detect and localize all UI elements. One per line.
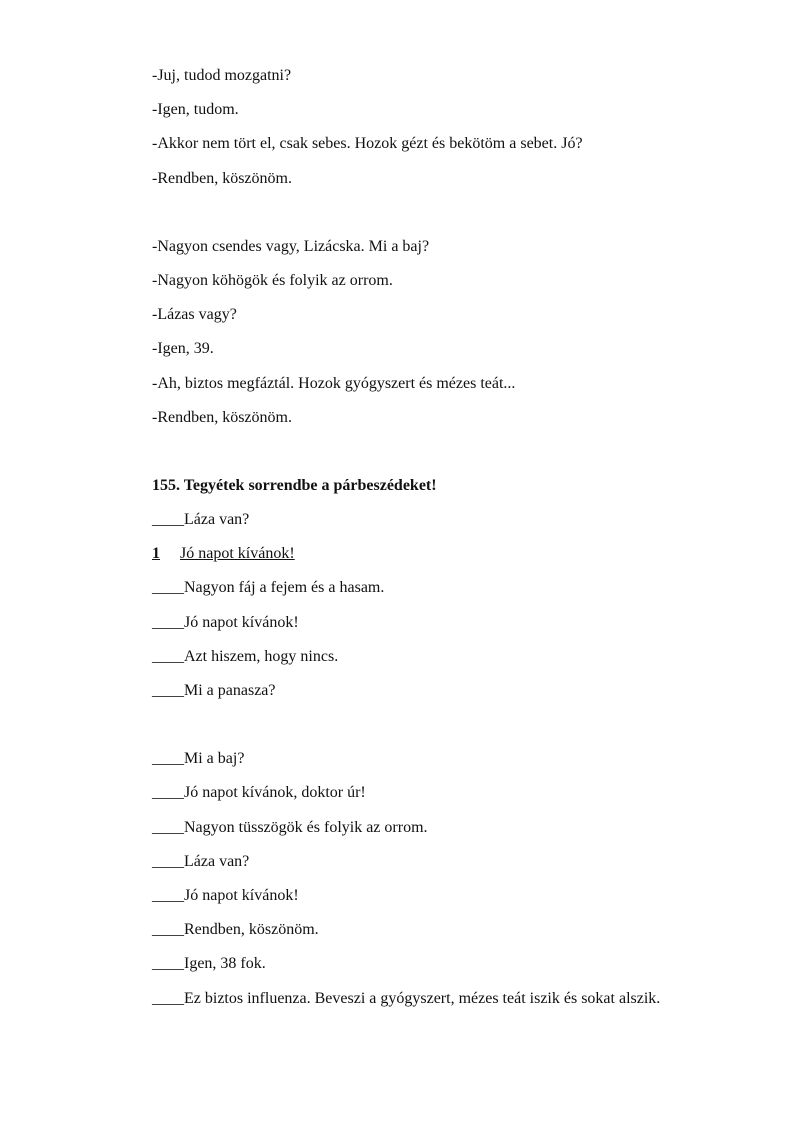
exercise-title: 155. Tegyétek sorrendbe a párbeszédeket! — [152, 476, 437, 494]
dialog-line: -Igen, 39. — [152, 340, 214, 358]
spacer — [152, 440, 772, 474]
exercise-item-text: Jó napot kívánok, doktor úr! — [184, 784, 366, 802]
exercise-item-answered — [152, 542, 772, 576]
exercise-item — [152, 747, 772, 781]
exercise-item-text: Nagyon tüsszögök és folyik az orrom. — [184, 818, 428, 836]
dialog-line: -Nagyon köhögök és folyik az orrom. — [152, 271, 393, 289]
dialog-line: -Igen, tudom. — [152, 101, 239, 119]
order-blank[interactable]: ____ — [152, 682, 184, 699]
exercise-item — [152, 850, 772, 884]
exercise-item — [152, 816, 772, 850]
order-blank[interactable]: ____ — [152, 989, 184, 1007]
exercise-item-text: Rendben, köszönöm. — [184, 921, 319, 939]
exercise-item — [152, 781, 772, 815]
exercise-item — [152, 987, 772, 1021]
exercise-item-text: Azt hiszem, hogy nincs. — [184, 647, 339, 665]
order-blank[interactable]: ____ — [152, 579, 184, 597]
order-blank[interactable]: ____ — [152, 886, 184, 904]
dialog-line: -Rendben, köszönöm. — [152, 408, 292, 426]
exercise-item-text: Ez biztos influenza. Beveszi a gyógyszert, mézes teát iszik és sokat alszik. — [184, 989, 661, 1007]
exercise-item-text: Jó napot kívánok! — [180, 545, 295, 563]
dialog-line: -Ah, biztos megfáztál. Hozok gyógyszert és mézes teát... — [152, 374, 516, 392]
dialog-line: -Nagyon csendes vagy, Lizácska. Mi a baj? — [152, 237, 430, 255]
exercise-item — [152, 918, 772, 952]
exercise-item-text: Igen, 38 fok. — [184, 955, 266, 973]
exercise-item — [152, 884, 772, 918]
dialog-1 — [152, 64, 772, 201]
exercise-item — [152, 576, 772, 610]
dialog-line: -Juj, tudod mozgatni? — [152, 67, 292, 84]
order-number: 1 — [152, 545, 160, 563]
exercise-item-text: Mi a panasza? — [184, 682, 276, 699]
order-blank[interactable]: ____ — [152, 511, 184, 529]
order-blank[interactable]: ____ — [152, 852, 184, 870]
exercise-item — [152, 952, 772, 986]
exercise-set-2 — [152, 747, 772, 1021]
exercise-set-1 — [152, 508, 772, 713]
order-blank[interactable]: ____ — [152, 750, 184, 768]
dialog-line: -Rendben, köszönöm. — [152, 169, 292, 187]
exercise-item-text: Mi a baj? — [184, 750, 245, 768]
order-blank[interactable]: ____ — [152, 955, 184, 973]
dialog-line: -Akkor nem tört el, csak sebes. Hozok gézt és bekötöm a sebet. Jó? — [152, 135, 583, 153]
exercise-item-text: Láza van? — [184, 511, 250, 529]
exercise-item-text: Jó napot kívánok! — [184, 886, 299, 904]
exercise-item-text: Jó napot kívánok! — [184, 613, 299, 631]
exercise-item — [152, 508, 772, 542]
dialog-line: -Lázas vagy? — [152, 306, 237, 324]
exercise-item — [152, 645, 772, 679]
order-blank[interactable]: ____ — [152, 921, 184, 939]
exercise-item — [152, 679, 772, 713]
exercise-item-text: Láza van? — [184, 852, 250, 870]
order-blank[interactable]: ____ — [152, 784, 184, 802]
exercise-item — [152, 611, 772, 645]
order-blank[interactable]: ____ — [152, 613, 184, 631]
document-page — [152, 64, 772, 1021]
spacer — [152, 713, 772, 747]
exercise-item-text: Nagyon fáj a fejem és a hasam. — [184, 579, 385, 597]
order-blank[interactable]: ____ — [152, 647, 184, 665]
spacer — [152, 201, 772, 235]
order-blank[interactable]: ____ — [152, 818, 184, 836]
dialog-2 — [152, 235, 772, 440]
